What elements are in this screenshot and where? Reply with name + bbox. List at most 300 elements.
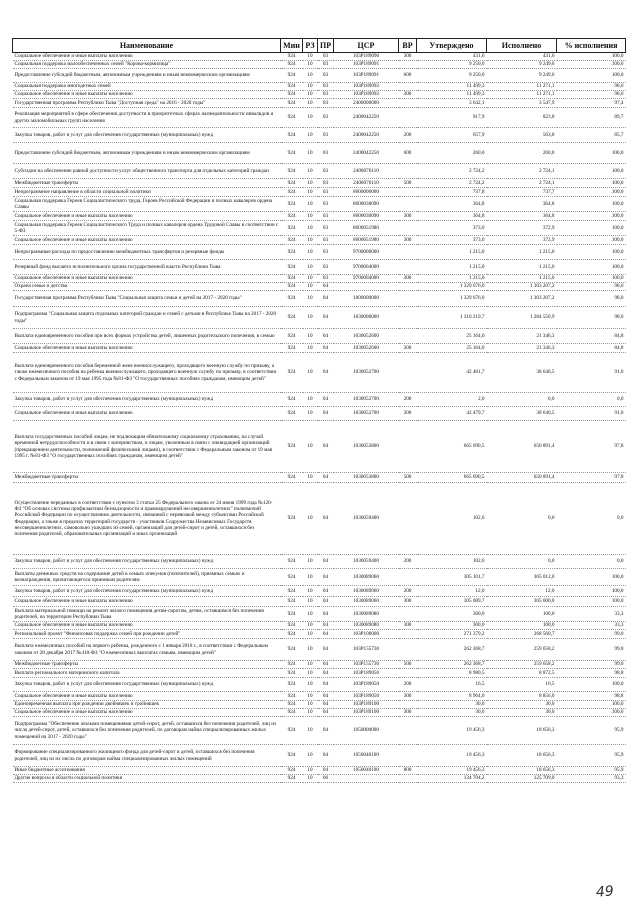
cell-min: 924	[281, 221, 303, 236]
cell-vr	[399, 108, 417, 128]
cell-name: Подпрограмма "Социальная защита отдельных категорий граждан и семей с детьми в Республике Тыва на 2017 - 2020 годы"	[13, 307, 281, 329]
cell-pr: 03	[318, 212, 334, 221]
table-row	[13, 245, 626, 260]
cell-csr: 1030053800	[334, 421, 399, 473]
cell-min: 924	[281, 421, 303, 473]
table-body	[13, 53, 626, 783]
cell-vr: 300	[399, 692, 417, 701]
cell-pr: 03	[318, 108, 334, 128]
cell-isp: 1 303 207,2	[487, 291, 557, 307]
cell-name: Предоставление субсидий бюджетным, автономным учреждениям и иным некоммерческим организациям	[13, 69, 281, 83]
cell-name: Выплата материальной помощи на ремонт жилого помещения детям-сиротам, детям, оставшимся без попечения родителей, на территории Республики Тыва	[13, 607, 281, 622]
cell-pr: 04	[318, 709, 334, 717]
cell-isp: 650 891,4	[487, 421, 557, 473]
cell-rz: 10	[303, 91, 318, 99]
cell-isp: 18 656,3	[487, 745, 557, 767]
cell-vr: 300	[399, 344, 417, 353]
cell-min: 924	[281, 197, 303, 212]
cell-min: 924	[281, 669, 303, 678]
cell-csr: 1030089060	[334, 597, 399, 607]
cell-vr	[399, 569, 417, 586]
cell-rz: 10	[303, 717, 318, 745]
cell-vr: 200	[399, 393, 417, 407]
cell-utv: 300,0	[417, 622, 487, 630]
cell-vr	[399, 745, 417, 767]
cell-utv: 1 310 219,7	[417, 307, 487, 329]
cell-pct: 33,3	[557, 607, 626, 622]
cell-vr	[399, 639, 417, 661]
cell-csr: 103P189090	[334, 53, 399, 61]
cell-rz: 10	[303, 353, 318, 393]
cell-isp: 372,9	[487, 221, 557, 236]
cell-vr: 200	[399, 128, 417, 143]
cell-min: 924	[281, 569, 303, 586]
cell-utv: 262 368,7	[417, 661, 487, 669]
table-row	[13, 212, 626, 221]
cell-name: Выплаты денежных средств на содержание детей в семьях опекунов (попечителей), приемных семьях и вознаграждения, причитающегося приемным родителям	[13, 569, 281, 586]
cell-vr	[399, 607, 417, 622]
cell-rz: 10	[303, 99, 318, 108]
cell-pct: 100,0	[557, 164, 626, 179]
cell-isp: 8 856,0	[487, 692, 557, 701]
cell-rz: 10	[303, 555, 318, 569]
cell-rz: 10	[303, 260, 318, 275]
cell-min: 924	[281, 283, 303, 291]
cell-vr	[399, 775, 417, 783]
cell-pr: 04	[318, 622, 334, 630]
cell-vr	[399, 329, 417, 344]
cell-csr: 1030052700	[334, 393, 399, 407]
cell-utv: 300,0	[417, 607, 487, 622]
cell-min: 924	[281, 260, 303, 275]
cell-isp: 364,8	[487, 212, 557, 221]
cell-name: Социальная поддержка Героев Социалистического Труда и полных кавалеров ордена Трудовой Славы в соответствии с 5-ФЗ	[13, 221, 281, 236]
table-row	[13, 701, 626, 709]
cell-rz: 10	[303, 143, 318, 164]
cell-utv: 42 479,7	[417, 407, 487, 421]
cell-pr: 04	[318, 717, 334, 745]
cell-rz: 10	[303, 745, 318, 767]
cell-csr: 103P189091	[334, 61, 399, 69]
cell-name: Выплата единовременного пособия беременной жене военнослужащего, проходящего военную службу по призыву, а также ежемесячного пособия на ребенка военнослужащего, проходящего военную службу по призыву, в соответствии с Федеральным законом от 19 мая 1995 года №81-ФЗ "О государственных пособиях гражданам, имеющим детей"	[13, 353, 281, 393]
cell-csr: 1030089060	[334, 586, 399, 597]
cell-name: Межбюджетные трансферты	[13, 661, 281, 669]
cell-name: Социальное обеспечение и иные выплаты населению	[13, 622, 281, 630]
cell-pr: 03	[318, 245, 334, 260]
cell-pr: 03	[318, 61, 334, 69]
cell-rz: 10	[303, 236, 318, 245]
cell-utv: 373,0	[417, 221, 487, 236]
table-row	[13, 221, 626, 236]
table-row	[13, 260, 626, 275]
table-row	[13, 692, 626, 701]
cell-rz: 10	[303, 197, 318, 212]
cell-name: Социальное обеспечение и иные выплаты населению	[13, 692, 281, 701]
cell-min: 924	[281, 775, 303, 783]
cell-pr: 04	[318, 483, 334, 555]
table-row	[13, 767, 626, 775]
cell-csr: 1030059400	[334, 483, 399, 555]
cell-rz: 10	[303, 212, 318, 221]
cell-pr: 04	[318, 745, 334, 767]
cell-utv: 42 481,7	[417, 353, 487, 393]
cell-vr	[399, 99, 417, 108]
cell-rz: 10	[303, 775, 318, 783]
cell-csr: 103P155730	[334, 639, 399, 661]
cell-pct: 91,0	[557, 353, 626, 393]
cell-utv: 11 499,3	[417, 91, 487, 99]
cell-min: 924	[281, 99, 303, 108]
cell-min: 924	[281, 745, 303, 767]
cell-rz: 10	[303, 69, 318, 83]
cell-min: 924	[281, 212, 303, 221]
cell-csr: 2400076110	[334, 179, 399, 188]
budget-execution-table	[12, 38, 626, 783]
cell-pct: 97,4	[557, 99, 626, 108]
cell-name: Формирование специализированного жилищного фонда для детей-сирот и детей, оставшихся без попечения родителей, лиц из их числа по договорам найма специализированных жилых помещений	[13, 745, 281, 767]
cell-pct: 98,8	[557, 692, 626, 701]
cell-rz: 10	[303, 245, 318, 260]
cell-min: 924	[281, 692, 303, 701]
cell-rz: 10	[303, 607, 318, 622]
cell-min: 924	[281, 61, 303, 69]
table-row	[13, 329, 626, 344]
cell-vr	[399, 61, 417, 69]
cell-utv: 16,5	[417, 678, 487, 692]
cell-isp: 1 215,0	[487, 260, 557, 275]
cell-min: 924	[281, 483, 303, 555]
cell-pr: 03	[318, 69, 334, 83]
cell-min: 924	[281, 164, 303, 179]
cell-utv: 260,0	[417, 143, 487, 164]
cell-pct: 95,9	[557, 717, 626, 745]
cell-vr: 300	[399, 53, 417, 61]
cell-pct: 100,0	[557, 179, 626, 188]
cell-utv: 665 690,5	[417, 421, 487, 473]
cell-isp: 38 640,5	[487, 353, 557, 393]
cell-vr: 800	[399, 767, 417, 775]
table-row	[13, 164, 626, 179]
cell-isp: 9 249,6	[487, 69, 557, 83]
cell-pct: 0,0	[557, 555, 626, 569]
cell-isp: 125 709,0	[487, 775, 557, 783]
cell-rz: 10	[303, 767, 318, 775]
cell-name: Субсидии на обеспечение равной доступности услуг общественного транспорта для отдельных категорий граждан	[13, 164, 281, 179]
cell-csr: 2400076110	[334, 164, 399, 179]
cell-csr: 1030052700	[334, 353, 399, 393]
cell-rz: 10	[303, 344, 318, 353]
cell-rz: 10	[303, 569, 318, 586]
cell-min: 924	[281, 473, 303, 483]
cell-min: 924	[281, 83, 303, 91]
cell-isp: 650 891,4	[487, 473, 557, 483]
cell-pct: 100,0	[557, 53, 626, 61]
cell-csr: 8600000000	[334, 188, 399, 197]
table-row	[13, 236, 626, 245]
cell-pct: 99,0	[557, 639, 626, 661]
cell-min: 924	[281, 701, 303, 709]
cell-utv: 737,8	[417, 188, 487, 197]
cell-csr: 103P189050	[334, 678, 399, 692]
cell-isp: 0,0	[487, 483, 557, 555]
cell-min: 924	[281, 128, 303, 143]
cell-pct: 0,0	[557, 393, 626, 407]
cell-pct: 93,3	[557, 775, 626, 783]
cell-utv: 102,6	[417, 555, 487, 569]
cell-pct: 95,9	[557, 745, 626, 767]
cell-name: Межбюджетные трансферты	[13, 473, 281, 483]
cell-vr	[399, 260, 417, 275]
cell-isp: 8 872,5	[487, 669, 557, 678]
cell-min: 924	[281, 678, 303, 692]
cell-pct: 100,0	[557, 212, 626, 221]
cell-pr: 03	[318, 275, 334, 283]
cell-min: 924	[281, 607, 303, 622]
table-row	[13, 83, 626, 91]
cell-csr: 103P189092	[334, 91, 399, 99]
cell-utv: 8 964,0	[417, 692, 487, 701]
cell-isp: 372,9	[487, 236, 557, 245]
cell-rz: 10	[303, 661, 318, 669]
table-row	[13, 108, 626, 128]
cell-name: Межбюджетные трансферты	[13, 179, 281, 188]
table-row	[13, 622, 626, 630]
cell-vr: 300	[399, 275, 417, 283]
table-row	[13, 69, 626, 83]
cell-vr	[399, 630, 417, 639]
cell-rz: 10	[303, 188, 318, 197]
cell-pr: 03	[318, 91, 334, 99]
cell-pct: 89,7	[557, 108, 626, 128]
header-min: Мин	[281, 39, 303, 53]
cell-min: 924	[281, 344, 303, 353]
cell-isp: 259 658,2	[487, 661, 557, 669]
cell-utv: 2 724,2	[417, 164, 487, 179]
cell-isp: 1 215,0	[487, 275, 557, 283]
cell-pct: 98,0	[557, 91, 626, 99]
cell-pr: 03	[318, 221, 334, 236]
cell-pct: 0,0	[557, 483, 626, 555]
cell-isp: 12,0	[487, 586, 557, 597]
cell-rz: 10	[303, 275, 318, 283]
cell-pr: 04	[318, 639, 334, 661]
cell-utv: 9 250,0	[417, 61, 487, 69]
cell-utv: 1 215,0	[417, 245, 487, 260]
cell-pr: 04	[318, 421, 334, 473]
header-csr: ЦСР	[334, 39, 399, 53]
cell-name: Закупка товаров, работ и услуг для обеспечения государственных (муниципальных) нужд	[13, 586, 281, 597]
cell-utv: 2 724,2	[417, 179, 487, 188]
cell-isp: 30,0	[487, 709, 557, 717]
cell-name: Непрограммные расходы по предоставлению межбюджетных трансфертов и резервные фонды	[13, 245, 281, 260]
cell-utv: 12,0	[417, 586, 487, 597]
cell-pct: 95,9	[557, 767, 626, 775]
cell-utv: 19 456,3	[417, 717, 487, 745]
cell-vr	[399, 421, 417, 473]
cell-csr: 1030089060	[334, 569, 399, 586]
cell-name: Реализация мероприятий в сфере обеспечения доступности в приоритетных сферах жизнедеятельности инвалидов и других маломобильных групп населения	[13, 108, 281, 128]
cell-utv: 1 329 676,0	[417, 283, 487, 291]
table-row	[13, 569, 626, 586]
cell-csr	[334, 775, 399, 783]
cell-csr: 103P189050	[334, 669, 399, 678]
header-executed: Исполнено	[487, 39, 557, 53]
cell-isp: 16,5	[487, 678, 557, 692]
table-row	[13, 275, 626, 283]
cell-isp: 0,0	[487, 555, 557, 569]
cell-csr	[334, 283, 399, 291]
cell-rz: 10	[303, 53, 318, 61]
cell-vr: 500	[399, 661, 417, 669]
cell-name: Социальное обеспечение и иные выплаты населению	[13, 709, 281, 717]
cell-isp: 11 271,1	[487, 83, 557, 91]
cell-isp: 38 640,5	[487, 407, 557, 421]
cell-min: 924	[281, 407, 303, 421]
cell-isp: 100,0	[487, 607, 557, 622]
cell-name: Закупка товаров, работ и услуг для обеспечения государственных (муниципальных) нужд	[13, 555, 281, 569]
cell-pct: 33,3	[557, 622, 626, 630]
cell-utv: 2,0	[417, 393, 487, 407]
table-row	[13, 283, 626, 291]
cell-rz: 10	[303, 421, 318, 473]
cell-pr: 03	[318, 143, 334, 164]
table-row	[13, 188, 626, 197]
cell-rz: 10	[303, 669, 318, 678]
cell-utv: 3 642,1	[417, 99, 487, 108]
cell-rz: 10	[303, 692, 318, 701]
cell-csr: 1030052600	[334, 329, 399, 344]
cell-vr: 300	[399, 236, 417, 245]
table-row	[13, 630, 626, 639]
cell-isp: 431,6	[487, 53, 557, 61]
cell-vr	[399, 483, 417, 555]
table-row	[13, 639, 626, 661]
cell-isp: 2 724,1	[487, 179, 557, 188]
cell-min: 924	[281, 767, 303, 775]
header-vr: ВР	[399, 39, 417, 53]
cell-pct: 99,0	[557, 630, 626, 639]
cell-vr	[399, 283, 417, 291]
cell-isp: 1 215,0	[487, 245, 557, 260]
cell-rz: 10	[303, 329, 318, 344]
cell-pct: 100,0	[557, 143, 626, 164]
cell-min: 924	[281, 91, 303, 99]
cell-csr: 2400042250	[334, 128, 399, 143]
cell-pr: 04	[318, 307, 334, 329]
cell-pr: 04	[318, 661, 334, 669]
table-row	[13, 307, 626, 329]
cell-vr	[399, 717, 417, 745]
cell-min: 924	[281, 143, 303, 164]
cell-name: Социальное обеспечение и иные выплаты населению	[13, 275, 281, 283]
table-row	[13, 709, 626, 717]
cell-csr: 1030000000	[334, 307, 399, 329]
cell-rz: 10	[303, 393, 318, 407]
cell-pr: 04	[318, 407, 334, 421]
cell-min: 924	[281, 291, 303, 307]
cell-name: Социальное обеспечение и иные выплаты населению	[13, 212, 281, 221]
cell-min: 924	[281, 108, 303, 128]
cell-csr: 8600030090	[334, 197, 399, 212]
cell-pr: 04	[318, 344, 334, 353]
cell-rz: 10	[303, 639, 318, 661]
cell-rz: 10	[303, 164, 318, 179]
cell-rz: 10	[303, 307, 318, 329]
cell-utv: 657,9	[417, 128, 487, 143]
cell-pr: 04	[318, 473, 334, 483]
cell-name: Социальное обеспечение и иные выплаты населению	[13, 344, 281, 353]
cell-utv: 1 215,0	[417, 260, 487, 275]
table-row	[13, 473, 626, 483]
cell-csr: 103P155730	[334, 661, 399, 669]
cell-utv: 25 164,0	[417, 344, 487, 353]
cell-min: 924	[281, 275, 303, 283]
table-row	[13, 717, 626, 745]
cell-isp: 30,0	[487, 701, 557, 709]
cell-rz: 10	[303, 221, 318, 236]
cell-vr: 200	[399, 678, 417, 692]
cell-min: 924	[281, 717, 303, 745]
cell-isp: 563,8	[487, 128, 557, 143]
cell-rz: 10	[303, 597, 318, 607]
cell-min: 924	[281, 597, 303, 607]
header-rz: РЗ	[303, 39, 318, 53]
cell-isp: 259 658,2	[487, 639, 557, 661]
cell-pct: 97,8	[557, 473, 626, 483]
cell-csr: 1030053800	[334, 473, 399, 483]
cell-min: 924	[281, 661, 303, 669]
cell-rz: 10	[303, 83, 318, 91]
cell-rz: 10	[303, 108, 318, 128]
cell-pr: 04	[318, 692, 334, 701]
cell-min: 924	[281, 353, 303, 393]
cell-pct: 84,8	[557, 344, 626, 353]
cell-isp: 260,0	[487, 143, 557, 164]
cell-utv: 8 980,5	[417, 669, 487, 678]
table-row	[13, 669, 626, 678]
cell-vr	[399, 669, 417, 678]
cell-pct: 98,0	[557, 291, 626, 307]
cell-vr	[399, 83, 417, 91]
cell-pr: 03	[318, 53, 334, 61]
cell-pct: 100,0	[557, 569, 626, 586]
cell-utv: 262 368,7	[417, 639, 487, 661]
cell-pr: 03	[318, 236, 334, 245]
cell-pct: 100,0	[557, 260, 626, 275]
cell-pct: 100,0	[557, 275, 626, 283]
cell-pct: 100,0	[557, 701, 626, 709]
cell-csr: 1030059400	[334, 555, 399, 569]
cell-pct: 97,8	[557, 421, 626, 473]
cell-isp: 737,7	[487, 188, 557, 197]
cell-isp: 823,8	[487, 108, 557, 128]
cell-csr: 1030052700	[334, 407, 399, 421]
cell-csr: 103P100000	[334, 630, 399, 639]
cell-pct: 100,0	[557, 221, 626, 236]
cell-isp: 305 012,0	[487, 569, 557, 586]
cell-pr: 04	[318, 569, 334, 586]
cell-min: 924	[281, 586, 303, 597]
report-page	[12, 38, 625, 783]
table-row	[13, 775, 626, 783]
cell-utv: 373,0	[417, 236, 487, 245]
cell-rz: 10	[303, 61, 318, 69]
cell-min: 924	[281, 393, 303, 407]
cell-csr: 103P189091	[334, 69, 399, 83]
cell-utv: 364,8	[417, 197, 487, 212]
page-number: 49	[595, 883, 615, 901]
cell-rz: 10	[303, 407, 318, 421]
